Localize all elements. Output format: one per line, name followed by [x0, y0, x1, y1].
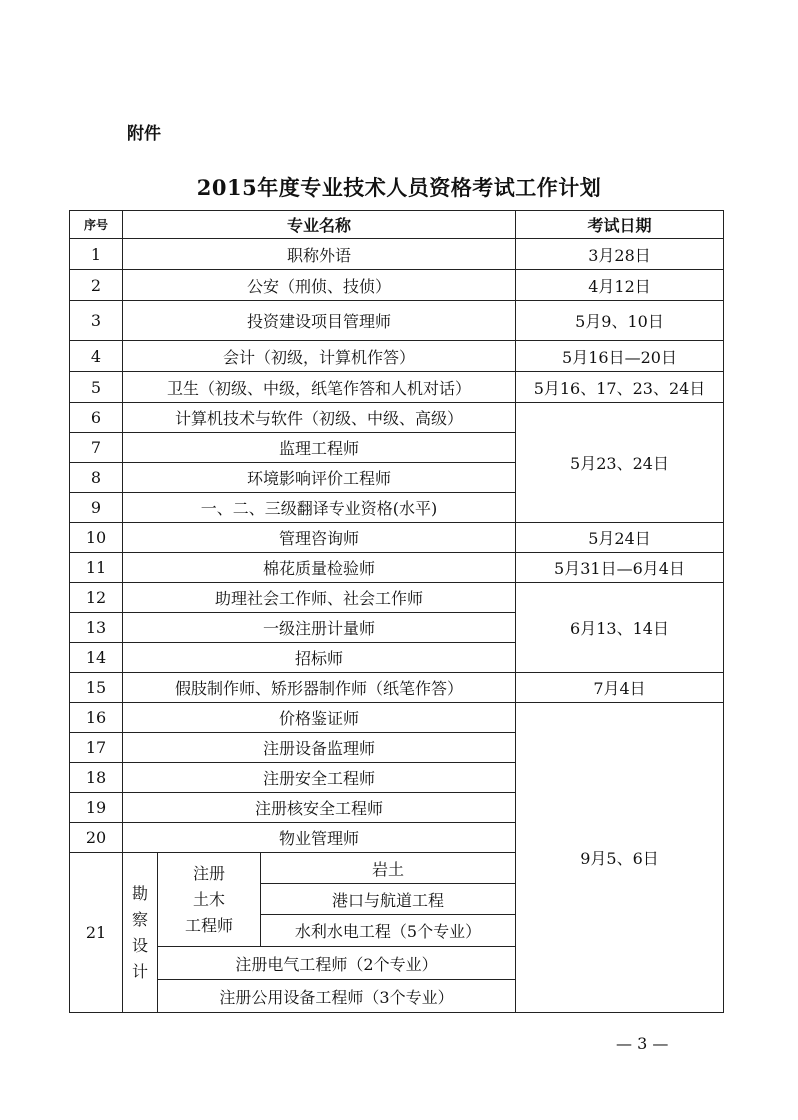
utility-engineer: 注册公用设备工程师（3个专业） — [158, 980, 516, 1013]
row-number: 1 — [70, 239, 123, 270]
civil-specialty: 水利水电工程（5个专业） — [261, 915, 516, 947]
table-row — [70, 583, 724, 613]
profession-name: 招标师 — [123, 643, 516, 673]
civil-engineer-label — [158, 853, 261, 947]
row-number: 2 — [70, 270, 123, 301]
profession-name: 一级注册计量师 — [123, 613, 516, 643]
row-number: 14 — [70, 643, 123, 673]
row-number: 18 — [70, 763, 123, 793]
profession-name: 卫生（初级、中级，纸笔作答和人机对话） — [123, 372, 516, 403]
table-row — [70, 372, 724, 403]
profession-name: 职称外语 — [123, 239, 516, 270]
profession-name: 价格鉴证师 — [123, 703, 516, 733]
exam-schedule-table — [69, 210, 724, 1013]
profession-name: 物业管理师 — [123, 823, 516, 853]
category-char: 设 — [131, 935, 148, 955]
row-number: 7 — [70, 433, 123, 463]
category-char: 计 — [131, 961, 148, 981]
table-row — [70, 673, 724, 703]
header-name: 专业名称 — [123, 211, 516, 239]
profession-name: 注册安全工程师 — [123, 763, 516, 793]
profession-name: 会计（初级，计算机作答） — [123, 341, 516, 372]
profession-name: 假肢制作师、矫形器制作师（纸笔作答） — [123, 673, 516, 703]
survey-design-category — [123, 853, 158, 1013]
row-number: 5 — [70, 372, 123, 403]
profession-name: 一、二、三级翻译专业资格(水平) — [123, 493, 516, 523]
profession-name: 投资建设项目管理师 — [123, 301, 516, 341]
table-row — [70, 403, 724, 433]
table-row — [70, 341, 724, 372]
civil-specialty: 岩土 — [261, 853, 516, 884]
exam-date-group: 5月23、24日 — [516, 403, 724, 523]
table-row — [70, 301, 724, 341]
row-number: 3 — [70, 301, 123, 341]
row-number: 20 — [70, 823, 123, 853]
table-row — [70, 553, 724, 583]
profession-name: 棉花质量检验师 — [123, 553, 516, 583]
document-title: 2015年度专业技术人员资格考试工作计划 — [196, 175, 602, 200]
row-number: 10 — [70, 523, 123, 553]
table-row — [70, 703, 724, 733]
profession-name: 管理咨询师 — [123, 523, 516, 553]
table-header-row — [70, 211, 724, 239]
electrical-engineer: 注册电气工程师（2个专业） — [158, 947, 516, 980]
exam-date: 5月16、17、23、24日 — [516, 372, 724, 403]
profession-name: 注册设备监理师 — [123, 733, 516, 763]
profession-name: 环境影响评价工程师 — [123, 463, 516, 493]
table-row — [70, 239, 724, 270]
exam-date: 5月9、10日 — [516, 301, 724, 341]
exam-date-group: 9月5、6日 — [516, 703, 724, 1013]
row-number: 17 — [70, 733, 123, 763]
row-number: 8 — [70, 463, 123, 493]
header-no: 序号 — [70, 211, 123, 239]
exam-date: 5月24日 — [516, 523, 724, 553]
row-number: 12 — [70, 583, 123, 613]
exam-date: 5月31日—6月4日 — [516, 553, 724, 583]
exam-date: 7月4日 — [516, 673, 724, 703]
civil-label-line: 工程师 — [184, 915, 233, 935]
row-number: 13 — [70, 613, 123, 643]
header-date: 考试日期 — [516, 211, 724, 239]
row-number: 16 — [70, 703, 123, 733]
row-number: 4 — [70, 341, 123, 372]
category-char: 察 — [131, 909, 148, 929]
civil-label-line: 注册 — [192, 863, 225, 883]
row-number: 11 — [70, 553, 123, 583]
exam-date-group: 6月13、14日 — [516, 583, 724, 673]
exam-date: 3月28日 — [516, 239, 724, 270]
row-number: 15 — [70, 673, 123, 703]
profession-name: 助理社会工作师、社会工作师 — [123, 583, 516, 613]
exam-date: 4月12日 — [516, 270, 724, 301]
profession-name: 监理工程师 — [123, 433, 516, 463]
row-number: 21 — [70, 853, 123, 1013]
page-number: — 3 — — [616, 1034, 669, 1053]
row-number: 6 — [70, 403, 123, 433]
table-row — [70, 523, 724, 553]
row-number: 19 — [70, 793, 123, 823]
profession-name: 计算机技术与软件（初级、中级、高级） — [123, 403, 516, 433]
profession-name: 公安（刑侦、技侦） — [123, 270, 516, 301]
attachment-label: 附件 — [127, 124, 161, 144]
table-row — [70, 270, 724, 301]
profession-name: 注册核安全工程师 — [123, 793, 516, 823]
civil-specialty: 港口与航道工程 — [261, 884, 516, 915]
category-char: 勘 — [131, 883, 148, 903]
exam-date: 5月16日—20日 — [516, 341, 724, 372]
civil-label-line: 土木 — [192, 889, 225, 909]
row-number: 9 — [70, 493, 123, 523]
